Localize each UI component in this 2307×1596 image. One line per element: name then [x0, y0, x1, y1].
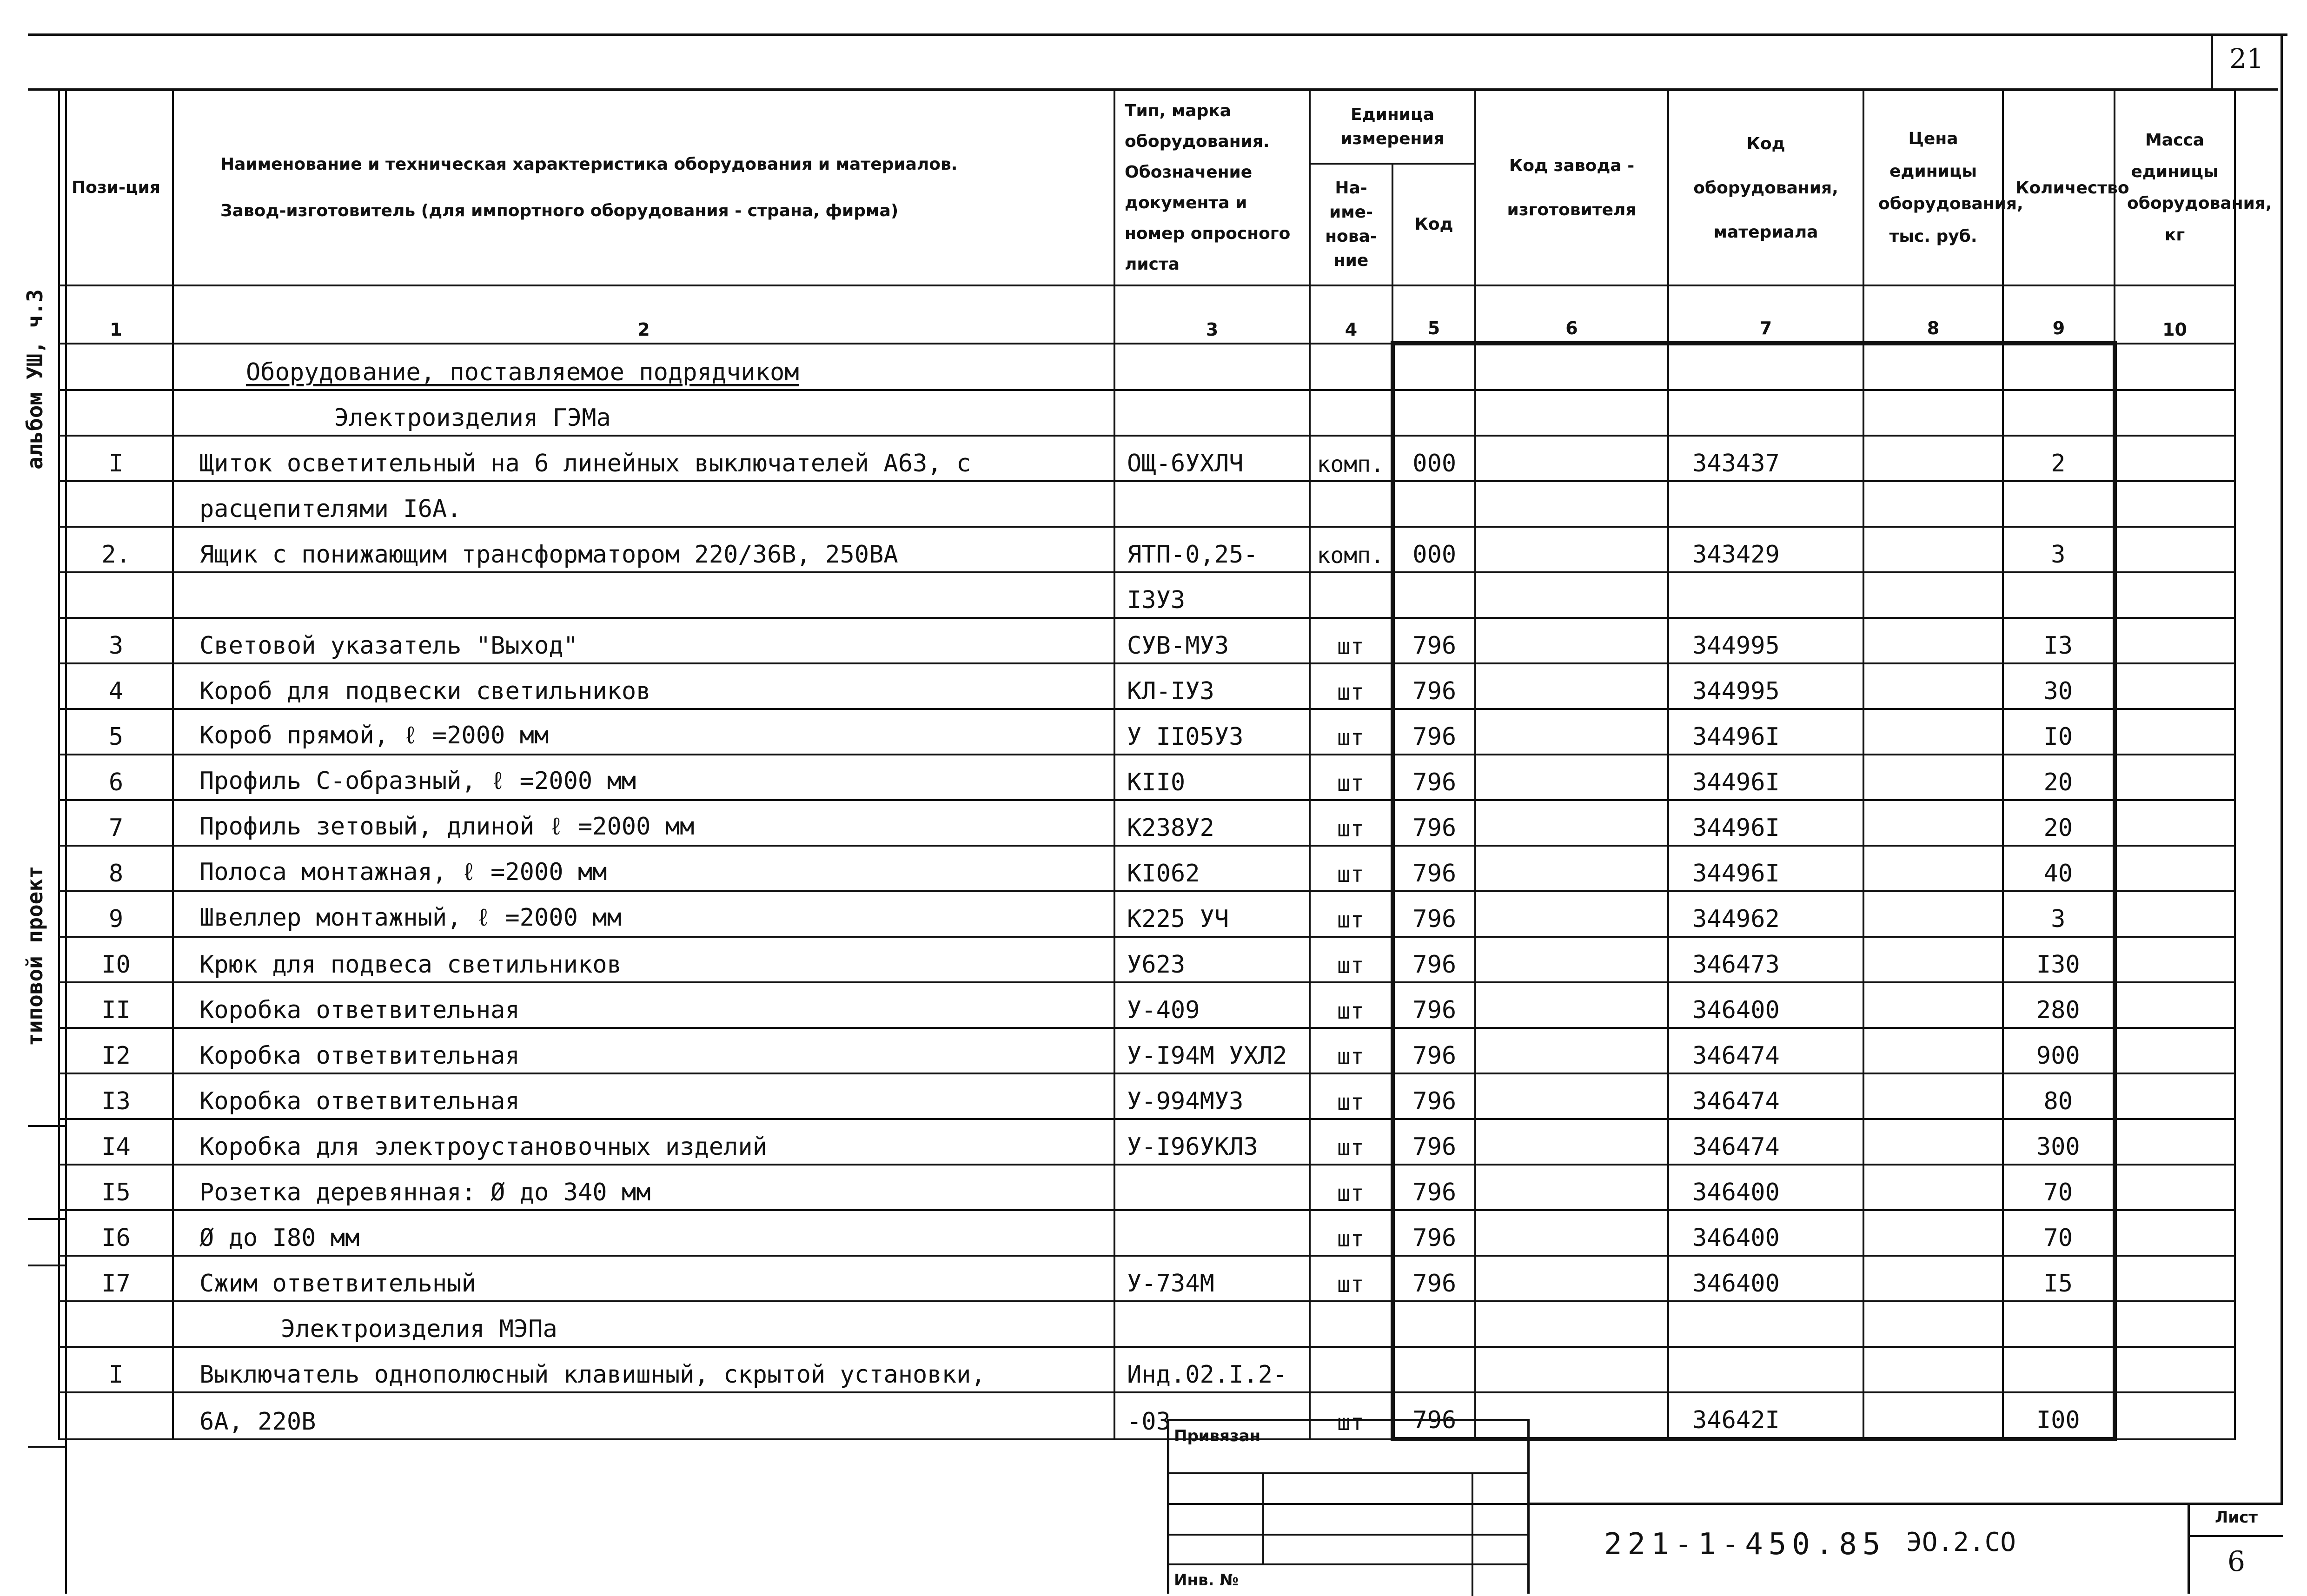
table-row: [59, 436, 2235, 481]
mass-cell: [2115, 709, 2235, 755]
type-cell: КI062: [1114, 846, 1310, 891]
section-title-main: [173, 344, 1114, 391]
name-cell: 6А, 220В: [173, 1392, 1114, 1439]
type-cell: У623: [1114, 937, 1310, 982]
quantity-cell: 280: [2003, 982, 2115, 1028]
column-number: 2: [173, 285, 1114, 344]
price-cell: [1863, 1165, 2003, 1210]
unit-code-cell: [1392, 1347, 1475, 1392]
mass-cell: [2115, 1256, 2235, 1301]
stamp-col-line: [1472, 1472, 1473, 1596]
quantity-cell: 3: [2003, 891, 2115, 937]
name-cell: Профиль С-образный, ℓ =2000 мм: [173, 755, 1114, 800]
price-cell: [1863, 1256, 2003, 1301]
table-row: [59, 846, 2235, 891]
unit-cell: шт: [1310, 1119, 1392, 1165]
equipment-code-cell: 344995: [1668, 663, 1863, 709]
mass-cell: [2115, 618, 2235, 663]
name-cell: Световой указатель "Выход": [173, 618, 1114, 663]
top-border: [28, 33, 2287, 36]
mass-cell: [2115, 846, 2235, 891]
mass-cell: [2115, 1392, 2235, 1439]
table-row: [59, 800, 2235, 846]
name-cell: Крюк для подвеса светильников: [173, 937, 1114, 982]
table-row: [59, 1256, 2235, 1301]
sidebar-project: типовой проект: [22, 866, 47, 1046]
price-cell: [1863, 1119, 2003, 1165]
section-title-main-text: Оборудование, поставляемое подрядчиком: [246, 358, 799, 386]
unit-cell: шт: [1310, 1028, 1392, 1073]
section-row: [59, 344, 2235, 391]
name-cell: Розетка деревянная: Ø до 340 мм: [173, 1165, 1114, 1210]
position-cell: I0: [59, 937, 173, 982]
factory-code-cell: [1475, 572, 1668, 618]
header-name-line2: Завод-изготовитель (для импортного оборудования - страна, фирма): [220, 201, 899, 220]
price-cell: [1863, 846, 2003, 891]
factory-code-cell: [1475, 1210, 1668, 1256]
name-cell: расцепителями I6А.: [173, 481, 1114, 527]
factory-code-cell: [1475, 436, 1668, 481]
column-number: 1: [59, 285, 173, 344]
unit-cell: [1310, 1347, 1392, 1392]
unit-cell: шт: [1310, 982, 1392, 1028]
sidebar-album: альбом УШ, ч.3: [22, 289, 47, 470]
unit-cell: комп.: [1310, 527, 1392, 572]
header-unit-code: Код: [1392, 164, 1475, 285]
name-cell: Коробка ответвительная: [173, 982, 1114, 1028]
mass-cell: [2115, 481, 2235, 527]
price-cell: [1863, 937, 2003, 982]
type-cell: У-734М: [1114, 1256, 1310, 1301]
unit-cell: шт: [1310, 1392, 1392, 1439]
factory-code-cell: [1475, 937, 1668, 982]
table-row: [59, 1347, 2235, 1392]
unit-code-cell: 796: [1392, 755, 1475, 800]
unit-code-cell: 796: [1392, 709, 1475, 755]
type-cell: [1114, 1165, 1310, 1210]
position-cell: I7: [59, 1256, 173, 1301]
equipment-code-cell: 346400: [1668, 982, 1863, 1028]
mass-cell: [2115, 1347, 2235, 1392]
header-unit-name: На-име-нова-ние: [1310, 164, 1392, 285]
type-cell: [1114, 481, 1310, 527]
table-row: [59, 618, 2235, 663]
factory-code-cell: [1475, 755, 1668, 800]
factory-code-cell: [1475, 1028, 1668, 1073]
position-cell: I: [59, 1347, 173, 1392]
unit-code-cell: 000: [1392, 436, 1475, 481]
column-number: 5: [1392, 285, 1475, 344]
quantity-cell: I3: [2003, 618, 2115, 663]
table-row: [59, 1028, 2235, 1073]
factory-code-cell: [1475, 1073, 1668, 1119]
quantity-cell: 70: [2003, 1165, 2115, 1210]
stamp-row-line: [1169, 1503, 1530, 1505]
quantity-cell: 3: [2003, 527, 2115, 572]
unit-code-cell: 796: [1392, 1073, 1475, 1119]
mass-cell: [2115, 1028, 2235, 1073]
quantity-cell: [2003, 572, 2115, 618]
unit-code-cell: 796: [1392, 846, 1475, 891]
factory-code-cell: [1475, 1256, 1668, 1301]
quantity-cell: I00: [2003, 1392, 2115, 1439]
mass-cell: [2115, 1119, 2235, 1165]
name-cell: Короб прямой, ℓ =2000 мм: [173, 709, 1114, 755]
column-number: 3: [1114, 285, 1310, 344]
position-cell: I5: [59, 1165, 173, 1210]
unit-code-cell: 796: [1392, 1210, 1475, 1256]
equipment-code-cell: 343437: [1668, 436, 1863, 481]
position-cell: I6: [59, 1210, 173, 1256]
type-cell: КЛ-IУЗ: [1114, 663, 1310, 709]
table-row: [59, 1392, 2235, 1439]
unit-cell: [1310, 572, 1392, 618]
type-cell: У II05УЗ: [1114, 709, 1310, 755]
position-cell: [59, 1392, 173, 1439]
unit-cell: шт: [1310, 709, 1392, 755]
equipment-code-cell: [1668, 1347, 1863, 1392]
type-cell: СУВ-МУЗ: [1114, 618, 1310, 663]
unit-cell: шт: [1310, 937, 1392, 982]
position-cell: 7: [59, 800, 173, 846]
column-number: 6: [1475, 285, 1668, 344]
type-cell: КII0: [1114, 755, 1310, 800]
table-row: [59, 572, 2235, 618]
price-cell: [1863, 663, 2003, 709]
equipment-code-cell: 344995: [1668, 618, 1863, 663]
table-row: [59, 1210, 2235, 1256]
table-row: [59, 527, 2235, 572]
column-number: 7: [1668, 285, 1863, 344]
unit-cell: [1310, 481, 1392, 527]
stamp-attached-label: Привязан: [1174, 1427, 1261, 1445]
price-cell: [1863, 436, 2003, 481]
header-equipment-code: Код оборудования, материала: [1668, 90, 1863, 285]
equipment-code-cell: 346400: [1668, 1210, 1863, 1256]
section-row: [59, 1301, 2235, 1347]
price-cell: [1863, 1073, 2003, 1119]
mass-cell: [2115, 436, 2235, 481]
equipment-code-cell: 346400: [1668, 1165, 1863, 1210]
name-cell: Сжим ответвительный: [173, 1256, 1114, 1301]
type-cell: I3УЗ: [1114, 572, 1310, 618]
name-cell: Профиль зетовый, длиной ℓ =2000 мм: [173, 800, 1114, 846]
name-cell: Коробка ответвительная: [173, 1073, 1114, 1119]
equipment-code-cell: 346400: [1668, 1256, 1863, 1301]
name-cell: Щиток осветительный на 6 линейных выключателей А63, с: [173, 436, 1114, 481]
frame-right: [2280, 33, 2283, 1503]
stamp-row-line: [1169, 1534, 1530, 1536]
equipment-code-cell: 346474: [1668, 1028, 1863, 1073]
price-cell: [1863, 1028, 2003, 1073]
unit-code-cell: [1392, 572, 1475, 618]
document-mark: ЭО.2.СО: [1906, 1527, 2016, 1557]
name-cell: Полоса монтажная, ℓ =2000 мм: [173, 846, 1114, 891]
factory-code-cell: [1475, 982, 1668, 1028]
factory-code-cell: [1475, 1119, 1668, 1165]
position-cell: I4: [59, 1119, 173, 1165]
type-cell: У-I94М УХЛ2: [1114, 1028, 1310, 1073]
stamp-box: [1167, 1419, 1530, 1594]
unit-cell: шт: [1310, 1210, 1392, 1256]
stamp-inv-label: Инв. №: [1174, 1571, 1239, 1589]
position-cell: [59, 572, 173, 618]
mass-cell: [2115, 572, 2235, 618]
position-cell: 8: [59, 846, 173, 891]
quantity-cell: 30: [2003, 663, 2115, 709]
column-number: 4: [1310, 285, 1392, 344]
type-cell: ЯТП-0,25-: [1114, 527, 1310, 572]
unit-cell: шт: [1310, 755, 1392, 800]
factory-code-cell: [1475, 846, 1668, 891]
equipment-code-cell: [1668, 572, 1863, 618]
position-cell: 9: [59, 891, 173, 937]
type-cell: [1114, 1210, 1310, 1256]
equipment-code-cell: 34642I: [1668, 1392, 1863, 1439]
quantity-cell: 20: [2003, 755, 2115, 800]
sidebar-tick-4: [28, 1446, 66, 1448]
position-cell: 4: [59, 663, 173, 709]
column-number: 10: [2115, 285, 2235, 344]
table-row: [59, 663, 2235, 709]
quantity-cell: 2: [2003, 436, 2115, 481]
factory-code-cell: [1475, 527, 1668, 572]
unit-cell: комп.: [1310, 436, 1392, 481]
sheet-number-top: 21: [2229, 43, 2264, 74]
header-mass: Масса единицы оборудования, кг: [2115, 90, 2235, 285]
equipment-code-cell: 346474: [1668, 1119, 1863, 1165]
price-cell: [1863, 1347, 2003, 1392]
price-cell: [1863, 527, 2003, 572]
unit-code-cell: 796: [1392, 982, 1475, 1028]
quantity-cell: I0: [2003, 709, 2115, 755]
name-cell: Короб для подвески светильников: [173, 663, 1114, 709]
sheet-label: Лист: [2215, 1508, 2258, 1527]
name-cell: Ø до I80 мм: [173, 1210, 1114, 1256]
unit-cell: шт: [1310, 663, 1392, 709]
quantity-cell: 80: [2003, 1073, 2115, 1119]
quantity-cell: I5: [2003, 1256, 2115, 1301]
header-factory-code: Код завода - изготовителя: [1475, 90, 1668, 285]
table-row: [59, 709, 2235, 755]
quantity-cell: I30: [2003, 937, 2115, 982]
equipment-code-cell: 34496I: [1668, 709, 1863, 755]
mass-cell: [2115, 1165, 2235, 1210]
factory-code-cell: [1475, 800, 1668, 846]
unit-code-cell: 000: [1392, 527, 1475, 572]
quantity-cell: 40: [2003, 846, 2115, 891]
header-name: [173, 90, 1114, 285]
mass-cell: [2115, 937, 2235, 982]
unit-cell: шт: [1310, 1256, 1392, 1301]
unit-code-cell: 796: [1392, 800, 1475, 846]
equipment-code-cell: 34496I: [1668, 755, 1863, 800]
mass-cell: [2115, 1210, 2235, 1256]
header-type: Тип, марка оборудования. Обозначение документа и номер опросного листа: [1114, 90, 1310, 285]
unit-cell: шт: [1310, 1165, 1392, 1210]
equipment-code-cell: 34496I: [1668, 846, 1863, 891]
name-cell: Швеллер монтажный, ℓ =2000 мм: [173, 891, 1114, 937]
price-cell: [1863, 982, 2003, 1028]
header-quantity: Количество: [2003, 90, 2115, 285]
header-name-line1: Наименование и техническая характеристика оборудования и материалов.: [220, 155, 958, 174]
name-cell: Выключатель однополюсный клавишный, скрытой установки,: [173, 1347, 1114, 1392]
price-cell: [1863, 572, 2003, 618]
mass-cell: [2115, 755, 2235, 800]
type-cell: У-994МУЗ: [1114, 1073, 1310, 1119]
header-unit: Единица измерения: [1310, 90, 1475, 164]
sheet-box: [2188, 1503, 2283, 1594]
unit-cell: шт: [1310, 800, 1392, 846]
quantity-cell: [2003, 481, 2115, 527]
position-cell: I3: [59, 1073, 173, 1119]
unit-cell: шт: [1310, 891, 1392, 937]
document-code: 221-1-450.85: [1604, 1527, 1886, 1562]
mass-cell: [2115, 982, 2235, 1028]
mass-cell: [2115, 663, 2235, 709]
type-cell: К238У2: [1114, 800, 1310, 846]
unit-code-cell: 796: [1392, 1119, 1475, 1165]
column-number: 8: [1863, 285, 2003, 344]
type-cell: У-409: [1114, 982, 1310, 1028]
position-cell: 6: [59, 755, 173, 800]
mass-cell: [2115, 891, 2235, 937]
unit-code-cell: [1392, 481, 1475, 527]
price-cell: [1863, 1210, 2003, 1256]
table-row: [59, 481, 2235, 527]
section-title-gema: Электроизделия ГЭМа: [173, 390, 1114, 436]
unit-code-cell: 796: [1392, 1392, 1475, 1439]
column-number: 9: [2003, 285, 2115, 344]
sheet-box-left: [2211, 33, 2213, 89]
equipment-code-cell: 344962: [1668, 891, 1863, 937]
price-cell: [1863, 800, 2003, 846]
table-row: [59, 1119, 2235, 1165]
position-cell: 2.: [59, 527, 173, 572]
unit-cell: шт: [1310, 618, 1392, 663]
stamp-row-line: [1169, 1472, 1530, 1474]
price-cell: [1863, 481, 2003, 527]
table-row: [59, 1165, 2235, 1210]
stamp-row-line: [1169, 1563, 1530, 1565]
price-cell: [1863, 709, 2003, 755]
unit-code-cell: 796: [1392, 891, 1475, 937]
unit-code-cell: 796: [1392, 1256, 1475, 1301]
factory-code-cell: [1475, 663, 1668, 709]
title-block-top: [1527, 1503, 2283, 1505]
factory-code-cell: [1475, 709, 1668, 755]
table-row: [59, 891, 2235, 937]
type-cell: Инд.02.I.2-: [1114, 1347, 1310, 1392]
unit-code-cell: 796: [1392, 1028, 1475, 1073]
unit-code-cell: 796: [1392, 1165, 1475, 1210]
type-cell: К225 УЧ: [1114, 891, 1310, 937]
factory-code-cell: [1475, 891, 1668, 937]
mass-cell: [2115, 527, 2235, 572]
table-row: [59, 982, 2235, 1028]
mass-cell: [2115, 800, 2235, 846]
price-cell: [1863, 618, 2003, 663]
unit-code-cell: 796: [1392, 663, 1475, 709]
position-cell: 5: [59, 709, 173, 755]
section-title-mepa: Электроизделия МЭПа: [173, 1301, 1114, 1347]
type-cell: У-I96УКЛЗ: [1114, 1119, 1310, 1165]
specification-table: [58, 89, 2272, 1441]
quantity-cell: 300: [2003, 1119, 2115, 1165]
stamp-col-line: [1262, 1472, 1264, 1565]
position-cell: I: [59, 436, 173, 481]
name-cell: Коробка ответвительная: [173, 1028, 1114, 1073]
unit-code-cell: 796: [1392, 618, 1475, 663]
table-row: [59, 1073, 2235, 1119]
factory-code-cell: [1475, 1165, 1668, 1210]
factory-code-cell: [1475, 481, 1668, 527]
equipment-code-cell: 34496I: [1668, 800, 1863, 846]
quantity-cell: 900: [2003, 1028, 2115, 1073]
factory-code-cell: [1475, 618, 1668, 663]
table-row: [59, 755, 2235, 800]
name-cell: Коробка для электроустановочных изделий: [173, 1119, 1114, 1165]
unit-cell: шт: [1310, 1073, 1392, 1119]
type-cell: ОЩ-6УХЛЧ: [1114, 436, 1310, 481]
mass-cell: [2115, 1073, 2235, 1119]
price-cell: [1863, 891, 2003, 937]
price-cell: [1863, 1392, 2003, 1439]
quantity-cell: 70: [2003, 1210, 2115, 1256]
equipment-code-cell: [1668, 481, 1863, 527]
table-row: [59, 937, 2235, 982]
price-cell: [1863, 755, 2003, 800]
sheet-box-line: [2190, 1535, 2283, 1537]
position-cell: 3: [59, 618, 173, 663]
sheet-number: 6: [2227, 1545, 2246, 1578]
unit-cell: шт: [1310, 846, 1392, 891]
quantity-cell: [2003, 1347, 2115, 1392]
header-position: Пози-ция: [59, 90, 173, 285]
quantity-cell: 20: [2003, 800, 2115, 846]
equipment-code-cell: 346473: [1668, 937, 1863, 982]
equipment-code-cell: 343429: [1668, 527, 1863, 572]
position-cell: II: [59, 982, 173, 1028]
equipment-code-cell: 346474: [1668, 1073, 1863, 1119]
name-cell: [173, 572, 1114, 618]
header-price: Цена единицы оборудования, тыс. руб.: [1863, 90, 2003, 285]
unit-code-cell: 796: [1392, 937, 1475, 982]
section-row: [59, 390, 2235, 436]
position-cell: [59, 481, 173, 527]
position-cell: I2: [59, 1028, 173, 1073]
type-cell: -03: [1114, 1392, 1310, 1439]
factory-code-cell: [1475, 1347, 1668, 1392]
name-cell: Ящик с понижающим трансформатором 220/36В, 250ВА: [173, 527, 1114, 572]
